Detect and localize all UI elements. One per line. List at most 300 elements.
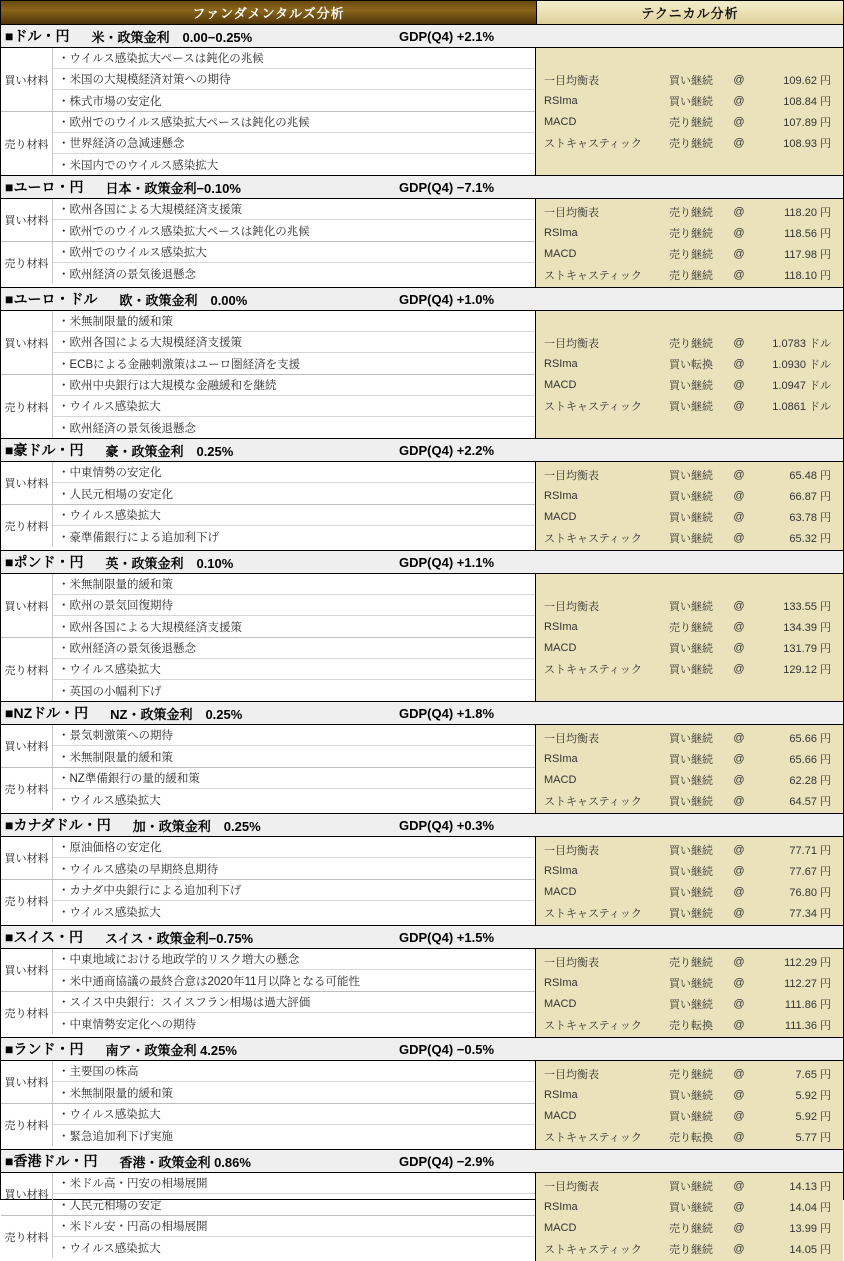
indicator-name: MACD — [544, 642, 577, 654]
at-symbol: @ — [733, 268, 745, 281]
at-symbol: @ — [733, 400, 745, 412]
fundamental-section-buy — [1, 1173, 535, 1216]
at-symbol: @ — [733, 74, 745, 86]
fundamental-items — [53, 505, 535, 547]
fundamental-label-sell: 売り材料 — [1, 505, 53, 547]
policy-rate: 英・政策金利 0.10% — [105, 555, 234, 571]
at-symbol: @ — [733, 1221, 745, 1234]
list-item: ・人民元相場の安定 — [58, 1199, 162, 1212]
gdp-value: GDP(Q4) +2.2% — [399, 442, 495, 458]
policy-rate: 南ア・政策金利 4.25% — [105, 1042, 237, 1058]
price-value: 76.80 円 — [789, 886, 831, 899]
list-item: ・スイス中央銀行：スイスフラン相場は過大評価 — [53, 992, 535, 1013]
fundamental-label-buy: 買い材料 — [1, 725, 53, 767]
policy-rate: 米・政策金利 0.00−0.25% — [91, 29, 253, 45]
fundamental-panel — [1, 199, 536, 287]
price-value: 118.56 円 — [784, 227, 831, 240]
fundamental-section-buy — [1, 574, 535, 638]
pair-body — [1, 574, 843, 701]
signal-label: 買い継続 — [669, 907, 713, 920]
technical-row — [536, 396, 843, 417]
technical-row — [536, 243, 843, 264]
fundamental-section-sell — [1, 242, 535, 284]
at-symbol: @ — [733, 137, 745, 149]
list-item: ・ウイルス感染拡大 — [53, 505, 535, 526]
price-value: 1.0930 ドル — [772, 359, 831, 371]
technical-row — [536, 951, 843, 972]
fundamental-section-buy — [1, 199, 535, 242]
pair-body — [1, 462, 843, 550]
pair-name: ■ポンド・円 — [5, 554, 84, 570]
list-item: ・欧州経済の景気後退懸念 — [58, 268, 196, 281]
list-item: ・人民元相場の安定化 — [58, 488, 173, 501]
list-item: ・欧州の景気回復期待 — [53, 595, 535, 616]
at-symbol: @ — [733, 1200, 745, 1213]
indicator-name: RSIma — [544, 752, 578, 765]
header-technical-label: テクニカル分析 — [641, 6, 739, 21]
indicator-name: ストキャスティック — [544, 138, 642, 150]
signal-label: 売り継続 — [669, 1222, 713, 1235]
gdp-value: GDP(Q4) +1.1% — [399, 554, 495, 570]
fundamental-panel — [1, 48, 536, 175]
technical-row — [536, 839, 843, 860]
signal-label: 売り継続 — [669, 206, 713, 219]
price-value: 134.39 円 — [783, 622, 831, 634]
technical-row — [536, 638, 843, 659]
signal-label: 買い継続 — [669, 795, 713, 808]
policy-rate: 日本・政策金利−0.10% — [105, 180, 241, 196]
pair-title-bar — [1, 814, 843, 837]
technical-row — [536, 1014, 843, 1035]
gdp-value: GDP(Q4) +1.5% — [399, 929, 495, 945]
fundamental-label-buy: 買い材料 — [1, 48, 53, 111]
list-item: ・米国の大規模経済対策への期待 — [53, 69, 535, 90]
at-symbol: @ — [733, 468, 745, 481]
pair-title-bar — [1, 702, 843, 725]
technical-row — [536, 264, 843, 285]
indicator-name: 一目均衡表 — [544, 75, 599, 87]
list-item: ・ウイルス感染拡大 — [58, 794, 161, 807]
price-value: 13.99 円 — [789, 1222, 831, 1235]
list-item: ・欧州各国による大規模経済支援策 — [53, 199, 535, 220]
indicator-name: 一目均衡表 — [544, 956, 599, 969]
fundamental-section-buy — [1, 1061, 535, 1104]
signal-label: 買い継続 — [669, 401, 713, 413]
signal-label: 買い転換 — [669, 359, 713, 371]
technical-row — [536, 727, 843, 748]
indicator-name: 一目均衡表 — [544, 844, 599, 857]
fundamental-panel — [1, 311, 536, 438]
at-symbol: @ — [733, 247, 745, 260]
price-value: 131.79 円 — [783, 643, 831, 655]
indicator-name: ストキャスティック — [544, 1243, 642, 1256]
fundamental-items — [53, 638, 535, 701]
indicator-name: MACD — [544, 1109, 577, 1122]
list-item: ・英国の小幅利下げ — [58, 685, 162, 698]
signal-label: 買い継続 — [669, 1089, 713, 1102]
fundamental-label-sell: 売り材料 — [1, 1216, 53, 1258]
signal-label: 買い継続 — [669, 96, 713, 108]
indicator-name: MACD — [544, 773, 577, 786]
indicator-name: MACD — [544, 1221, 577, 1234]
technical-row — [536, 769, 843, 790]
at-symbol: @ — [733, 1242, 745, 1255]
at-symbol: @ — [733, 794, 745, 807]
price-value: 65.32 円 — [789, 532, 831, 545]
fundamental-label-sell: 売り材料 — [1, 242, 53, 284]
indicator-name: 一目均衡表 — [544, 338, 599, 350]
indicator-name: RSIma — [544, 864, 578, 877]
technical-row — [536, 375, 843, 396]
at-symbol: @ — [733, 1179, 745, 1192]
list-item: ・欧州中央銀行は大規模な金融緩和を継続 — [53, 375, 535, 396]
list-item: ・世界経済の急減速懸念 — [53, 133, 535, 154]
technical-row — [536, 1196, 843, 1217]
at-symbol: @ — [733, 226, 745, 239]
list-item: ・ウイルス感染拡大 — [58, 1242, 161, 1255]
fundamental-panel — [1, 574, 536, 701]
at-symbol: @ — [733, 955, 745, 968]
list-item: ・カナダ中央銀行による追加利下げ — [53, 880, 535, 901]
at-symbol: @ — [733, 906, 745, 919]
list-item: ・中東情勢安定化への期待 — [58, 1018, 196, 1031]
list-item: ・米無制限量的緩和策 — [58, 1087, 173, 1100]
fundamental-label-buy: 買い材料 — [1, 574, 53, 637]
list-item: ・米無制限量的緩和策 — [58, 751, 173, 764]
technical-panel — [536, 199, 843, 287]
indicator-name: RSIma — [544, 1200, 578, 1213]
fundamental-section-sell — [1, 1216, 535, 1258]
technical-panel — [536, 837, 843, 925]
policy-rate: スイス・政策金利−0.75% — [105, 930, 254, 946]
price-value: 5.92 円 — [795, 1110, 831, 1123]
signal-label: 売り継続 — [669, 1243, 713, 1256]
price-value: 63.78 円 — [789, 511, 831, 524]
signal-label: 売り継続 — [669, 338, 713, 350]
at-symbol: @ — [733, 997, 745, 1010]
technical-row — [536, 91, 843, 112]
price-value: 1.0783 ドル — [772, 338, 831, 350]
price-value: 108.84 円 — [783, 96, 831, 108]
fundamental-section-sell — [1, 768, 535, 810]
list-item: ・豪準備銀行による追加利下げ — [58, 531, 219, 544]
fundamental-label-buy: 買い材料 — [1, 462, 53, 504]
at-symbol: @ — [733, 773, 745, 786]
at-symbol: @ — [733, 752, 745, 765]
indicator-name: MACD — [544, 247, 577, 260]
price-value: 133.55 円 — [783, 601, 831, 613]
fundamental-panel — [1, 462, 536, 550]
list-item: ・欧州でのウイルス感染拡大 — [53, 242, 535, 263]
technical-row — [536, 617, 843, 638]
signal-label: 買い継続 — [669, 1180, 713, 1193]
indicator-name: RSIma — [544, 976, 578, 989]
indicator-name: MACD — [544, 379, 577, 391]
list-item: ・欧州各国による大規模経済支援策 — [58, 621, 242, 634]
signal-label: 買い継続 — [669, 844, 713, 857]
fundamental-items — [53, 1061, 535, 1103]
at-symbol: @ — [733, 642, 745, 654]
price-value: 14.04 円 — [789, 1201, 831, 1214]
signal-label: 買い継続 — [669, 664, 713, 676]
signal-label: 買い継続 — [669, 732, 713, 745]
at-symbol: @ — [733, 621, 745, 633]
pair-title-bar — [1, 439, 843, 462]
signal-label: 買い継続 — [669, 1201, 713, 1214]
price-value: 112.29 円 — [784, 956, 831, 969]
at-symbol: @ — [733, 531, 745, 544]
pair-block — [1, 288, 843, 439]
pair-name: ■NZドル・円 — [5, 705, 89, 721]
signal-label: 買い継続 — [669, 469, 713, 482]
pair-name: ■ユーロ・円 — [5, 179, 84, 195]
technical-row — [536, 748, 843, 769]
signal-label: 売り継続 — [669, 1068, 713, 1081]
fundamental-section-buy — [1, 949, 535, 992]
list-item: ・欧州でのウイルス感染拡大ペースは鈍化の兆候 — [53, 112, 535, 133]
list-item: ・米国内でのウイルス感染拡大 — [58, 159, 219, 172]
fundamental-label-sell: 売り材料 — [1, 112, 53, 175]
signal-label: 買い継続 — [669, 865, 713, 878]
technical-row — [536, 133, 843, 154]
price-value: 118.10 円 — [784, 269, 831, 282]
list-item: ・主要国の株高 — [53, 1061, 535, 1082]
technical-row — [536, 881, 843, 902]
table-header — [1, 1, 843, 25]
pair-block — [1, 926, 843, 1038]
fundamental-items — [53, 949, 535, 991]
pair-block — [1, 439, 843, 551]
price-value: 77.34 円 — [789, 907, 831, 920]
price-value: 77.71 円 — [789, 844, 831, 857]
fundamental-panel — [1, 1061, 536, 1149]
list-item: ・中東地域における地政学的リスク増大の懸念 — [53, 949, 535, 970]
signal-label: 買い継続 — [669, 490, 713, 503]
policy-rate: NZ・政策金利 0.25% — [110, 706, 243, 722]
gdp-value: GDP(Q4) −7.1% — [399, 179, 495, 195]
technical-row — [536, 1217, 843, 1238]
indicator-name: 一目均衡表 — [544, 206, 599, 219]
fundamental-section-buy — [1, 48, 535, 112]
technical-row — [536, 201, 843, 222]
list-item: ・ウイルス感染拡大ペースは鈍化の兆候 — [53, 48, 535, 69]
indicator-name: MACD — [544, 885, 577, 898]
price-value: 5.92 円 — [795, 1089, 831, 1102]
pair-name: ■スイス・円 — [5, 929, 84, 945]
fundamental-items — [53, 199, 535, 241]
indicator-name: 一目均衡表 — [544, 1180, 599, 1193]
signal-label: 買い継続 — [669, 998, 713, 1011]
technical-panel — [536, 949, 843, 1037]
indicator-name: ストキャスティック — [544, 1019, 642, 1032]
technical-panel — [536, 311, 843, 438]
list-item: ・ウイルス感染の早期終息期待 — [58, 863, 219, 876]
pair-title-bar — [1, 1150, 843, 1173]
fundamental-items — [53, 725, 535, 767]
indicator-name: 一目均衡表 — [544, 1068, 599, 1081]
at-symbol: @ — [733, 731, 745, 744]
pair-title-bar — [1, 1038, 843, 1061]
technical-row — [536, 1175, 843, 1196]
fundamental-items — [53, 112, 535, 175]
fundamental-label-buy: 買い材料 — [1, 949, 53, 991]
fundamental-label-sell: 売り材料 — [1, 880, 53, 922]
list-item: ・緊急追加利下げ実施 — [58, 1130, 173, 1143]
header-fundamental — [1, 1, 537, 24]
pair-body — [1, 949, 843, 1037]
indicator-name: RSIma — [544, 621, 578, 633]
header-technical — [537, 1, 843, 24]
pair-block — [1, 1150, 843, 1261]
fundamental-items — [53, 837, 535, 879]
at-symbol: @ — [733, 843, 745, 856]
signal-label: 売り継続 — [669, 117, 713, 129]
technical-panel — [536, 1173, 843, 1261]
fundamental-panel — [1, 949, 536, 1037]
fundamental-section-sell — [1, 638, 535, 701]
fundamental-section-buy — [1, 311, 535, 375]
price-value: 65.66 円 — [789, 753, 831, 766]
policy-rate: 香港・政策金利 0.86% — [119, 1154, 251, 1170]
signal-label: 買い継続 — [669, 532, 713, 545]
technical-row — [536, 1238, 843, 1259]
signal-label: 買い継続 — [669, 753, 713, 766]
indicator-name: RSIma — [544, 1088, 578, 1101]
list-item: ・ウイルス感染拡大 — [53, 1104, 535, 1125]
gdp-value: GDP(Q4) +0.3% — [399, 817, 495, 833]
indicator-name: ストキャスティック — [544, 795, 642, 808]
signal-label: 買い継続 — [669, 511, 713, 524]
technical-row — [536, 506, 843, 527]
fundamental-items — [53, 768, 535, 810]
technical-row — [536, 596, 843, 617]
gdp-value: GDP(Q4) +1.8% — [399, 705, 495, 721]
price-value: 1.0861 ドル — [772, 401, 831, 413]
fundamental-label-buy: 買い材料 — [1, 199, 53, 241]
fundamental-section-sell — [1, 375, 535, 438]
signal-label: 売り継続 — [669, 269, 713, 282]
at-symbol: @ — [733, 1067, 745, 1080]
pair-block — [1, 551, 843, 702]
policy-rate: 欧・政策金利 0.00% — [119, 292, 248, 308]
pair-body — [1, 311, 843, 438]
price-value: 64.57 円 — [789, 795, 831, 808]
fundamental-section-buy — [1, 462, 535, 505]
at-symbol: @ — [733, 337, 745, 349]
gdp-value: GDP(Q4) −2.9% — [399, 1153, 495, 1169]
pair-name: ■ドル・円 — [5, 28, 70, 44]
fundamental-items — [53, 1104, 535, 1146]
technical-row — [536, 464, 843, 485]
pair-name: ■ランド・円 — [5, 1041, 84, 1057]
at-symbol: @ — [733, 489, 745, 502]
fundamental-label-sell: 売り材料 — [1, 992, 53, 1034]
pair-title-bar — [1, 288, 843, 311]
list-item: ・ウイルス感染拡大 — [53, 659, 535, 680]
fundamental-items — [53, 48, 535, 111]
fundamental-label-sell: 売り材料 — [1, 638, 53, 701]
pair-title-bar — [1, 25, 843, 48]
price-value: 62.28 円 — [789, 774, 831, 787]
indicator-name: MACD — [544, 510, 577, 523]
price-value: 7.65 円 — [795, 1068, 831, 1081]
signal-label: 買い継続 — [669, 380, 713, 392]
pair-block — [1, 25, 843, 176]
technical-panel — [536, 1061, 843, 1149]
fundamental-items — [53, 574, 535, 637]
gdp-value: GDP(Q4) +2.1% — [399, 28, 495, 44]
technical-row — [536, 354, 843, 375]
technical-row — [536, 790, 843, 811]
list-item: ・ECBによる金融刺激策はユーロ圏経済を支援 — [58, 358, 301, 371]
policy-rate: 豪・政策金利 0.25% — [105, 443, 234, 459]
price-value: 65.66 円 — [789, 732, 831, 745]
at-symbol: @ — [733, 95, 745, 107]
fundamental-items — [53, 992, 535, 1034]
indicator-name: 一目均衡表 — [544, 601, 599, 613]
signal-label: 売り継続 — [669, 138, 713, 150]
signal-label: 売り継続 — [669, 248, 713, 261]
technical-row — [536, 860, 843, 881]
list-item: ・米ドル高・円安の相場展開 — [53, 1173, 535, 1194]
at-symbol: @ — [733, 379, 745, 391]
price-value: 1.0947 ドル — [772, 380, 831, 392]
gdp-value: GDP(Q4) +1.0% — [399, 291, 495, 307]
list-item: ・NZ準備銀行の量的緩和策 — [53, 768, 535, 789]
price-value: 129.12 円 — [783, 664, 831, 676]
pair-body — [1, 725, 843, 813]
at-symbol: @ — [733, 976, 745, 989]
list-item: ・中東情勢の安定化 — [53, 462, 535, 483]
technical-row — [536, 993, 843, 1014]
pair-block — [1, 702, 843, 814]
technical-panel — [536, 725, 843, 813]
pair-block — [1, 176, 843, 288]
list-item: ・欧州各国による大規模経済支援策 — [53, 332, 535, 353]
price-value: 107.89 円 — [783, 117, 831, 129]
list-item: ・欧州経済の景気後退懸念 — [58, 422, 196, 435]
fundamental-section-sell — [1, 880, 535, 922]
at-symbol: @ — [733, 1130, 745, 1143]
price-value: 111.86 円 — [784, 998, 831, 1011]
pair-title-bar — [1, 551, 843, 574]
pair-body — [1, 199, 843, 287]
fundamental-section-sell — [1, 1104, 535, 1146]
list-item: ・米無制限量的緩和策 — [53, 574, 535, 595]
signal-label: 売り継続 — [669, 956, 713, 969]
price-value: 118.20 円 — [784, 206, 831, 219]
fundamental-section-buy — [1, 725, 535, 768]
fundamental-label-sell: 売り材料 — [1, 375, 53, 438]
indicator-name: ストキャスティック — [544, 907, 642, 920]
signal-label: 買い継続 — [669, 75, 713, 87]
indicator-name: ストキャスティック — [544, 1131, 642, 1144]
signal-label: 買い継続 — [669, 643, 713, 655]
price-value: 112.27 円 — [784, 977, 831, 990]
indicator-name: ストキャスティック — [544, 664, 642, 676]
technical-row — [536, 485, 843, 506]
list-item: ・米無制限量的緩和策 — [53, 311, 535, 332]
signal-label: 買い継続 — [669, 886, 713, 899]
indicator-name: RSIma — [544, 489, 578, 502]
pair-name: ■カナダドル・円 — [5, 817, 111, 833]
fundamental-label-buy: 買い材料 — [1, 837, 53, 879]
indicator-name: ストキャスティック — [544, 269, 642, 282]
technical-row — [536, 112, 843, 133]
list-item: ・欧州経済の景気後退懸念 — [53, 638, 535, 659]
list-item: ・米ドル安・円高の相場展開 — [53, 1216, 535, 1237]
fundamental-section-sell — [1, 505, 535, 547]
